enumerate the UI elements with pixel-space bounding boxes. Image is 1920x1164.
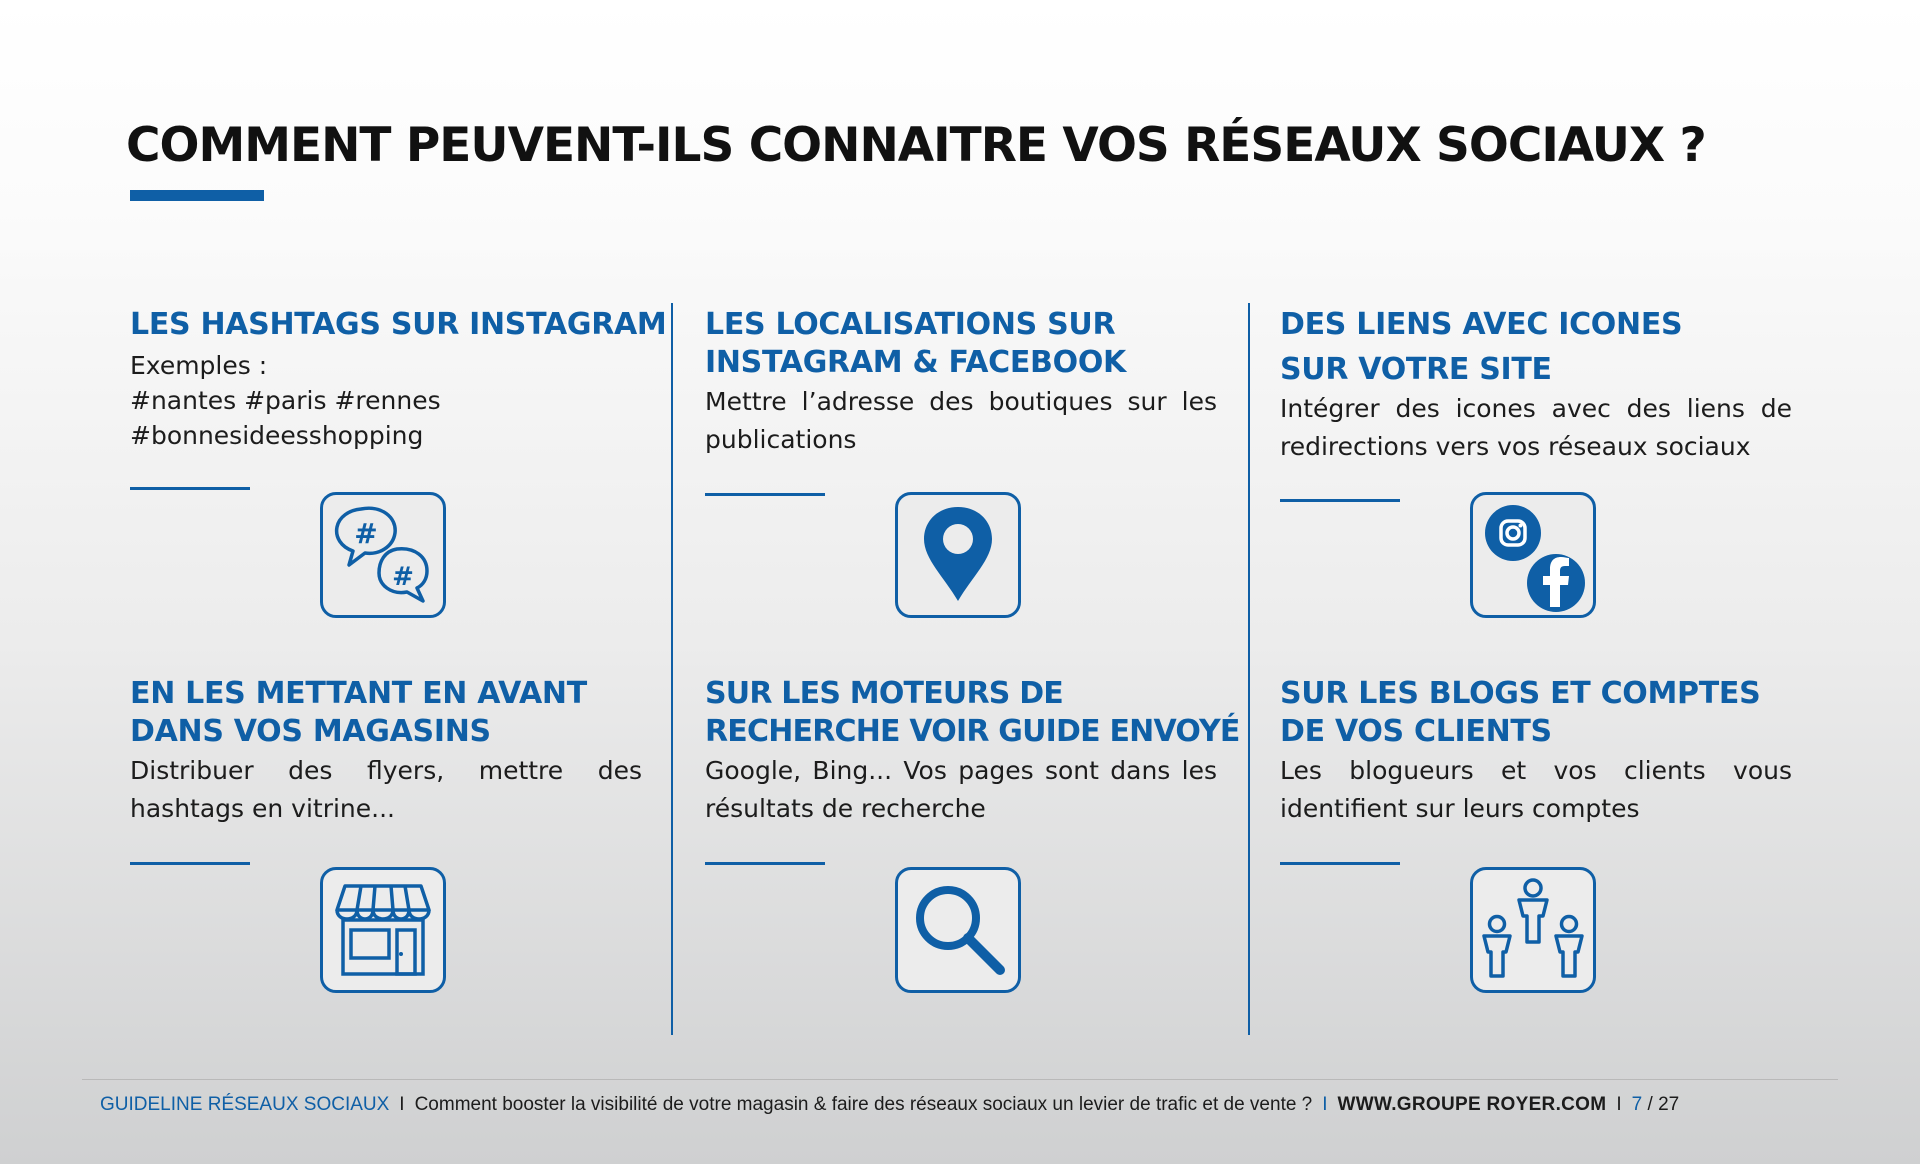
cell-liens-icones	[1280, 302, 1792, 466]
cell-title	[705, 675, 1240, 751]
cell-body: Distribuer des flyers, mettre des hashtags en vitrine...	[130, 756, 642, 823]
cell-title-line: INSTAGRAM & FACEBOOK	[705, 345, 1126, 380]
people-group-icon	[1470, 867, 1596, 993]
page-title: COMMENT PEUVENT-ILS CONNAITRE VOS RÉSEAUX SOCIAUX ?	[126, 118, 1706, 173]
storefront-icon	[320, 867, 446, 993]
cell-body: Google, Bing... Vos pages sont dans les résultats de recherche	[705, 756, 1217, 823]
cell-title-line: DANS VOS MAGASINS	[130, 714, 491, 749]
cell-moteurs-recherche	[705, 675, 1240, 828]
cell-title-line: EN LES METTANT EN AVANT	[130, 676, 587, 711]
cell-body-line: Exemples :	[130, 351, 268, 380]
cell-title-line: SUR VOTRE SITE	[1280, 352, 1552, 387]
location-pin-icon	[895, 492, 1021, 618]
footer-separator: I	[399, 1094, 405, 1115]
cell-separator-line	[130, 862, 250, 865]
footer-page-current: 7	[1631, 1094, 1643, 1115]
cell-body: Mettre l’adresse des boutiques sur les publications	[705, 387, 1217, 454]
instagram-facebook-icon	[1470, 492, 1596, 618]
cell-title-line: LES LOCALISATIONS SUR	[705, 307, 1116, 342]
cell-separator-line	[1280, 862, 1400, 865]
footer	[100, 1094, 1679, 1116]
cell-magasins	[130, 675, 642, 828]
title-underline	[130, 190, 264, 201]
cell-body-line: #bonnesideesshopping	[130, 421, 424, 450]
cell-localisations	[705, 306, 1217, 459]
cell-title	[1280, 302, 1792, 392]
cell-hashtags-instagram	[130, 306, 667, 453]
column-divider-1	[671, 303, 673, 1035]
cell-title-line: SUR LES MOTEURS DE	[705, 676, 1063, 711]
footer-separator: I	[1616, 1094, 1622, 1115]
cell-title	[130, 675, 642, 751]
cell-separator-line	[130, 487, 250, 490]
cell-body-line: #nantes #paris #rennes	[130, 386, 441, 415]
cell-body: Intégrer des icones avec des liens de redirections vers vos réseaux sociaux	[1280, 394, 1792, 461]
cell-separator-line	[705, 493, 825, 496]
cell-title	[705, 306, 1217, 382]
cell-title-line: DES LIENS AVEC ICONES	[1280, 307, 1683, 342]
cell-separator-line	[705, 862, 825, 865]
footer-website: WWW.GROUPE ROYER.COM	[1337, 1094, 1607, 1115]
footer-guide-name: GUIDELINE RÉSEAUX SOCIAUX	[100, 1094, 390, 1115]
footer-tagline: Comment booster la visibilité de votre magasin & faire des réseaux sociaux un levier de trafic et de vente ?	[414, 1094, 1313, 1115]
cell-blogs-comptes	[1280, 675, 1792, 828]
hashtag-speech-bubbles-icon	[320, 492, 446, 618]
svg-text:#: #	[354, 517, 378, 550]
column-divider-2	[1248, 303, 1250, 1035]
cell-title-line: LES HASHTAGS SUR INSTAGRAM	[130, 307, 667, 342]
footer-rule	[82, 1079, 1838, 1080]
cell-title	[130, 306, 667, 344]
magnifier-icon	[895, 867, 1021, 993]
footer-separator: I	[1322, 1094, 1328, 1115]
cell-title-line: SUR LES BLOGS ET COMPTES	[1280, 676, 1761, 711]
cell-title-line: DE VOS CLIENTS	[1280, 714, 1552, 749]
cell-body: Les blogueurs et vos clients vous identifient sur leurs comptes	[1280, 756, 1792, 823]
cell-separator-line	[1280, 499, 1400, 502]
cell-title-line: RECHERCHE VOIR GUIDE ENVOYÉ	[705, 714, 1240, 749]
cell-title	[1280, 675, 1792, 751]
cell-body	[130, 348, 642, 453]
footer-page-total: / 27	[1647, 1094, 1680, 1115]
svg-text:#: #	[392, 562, 414, 592]
